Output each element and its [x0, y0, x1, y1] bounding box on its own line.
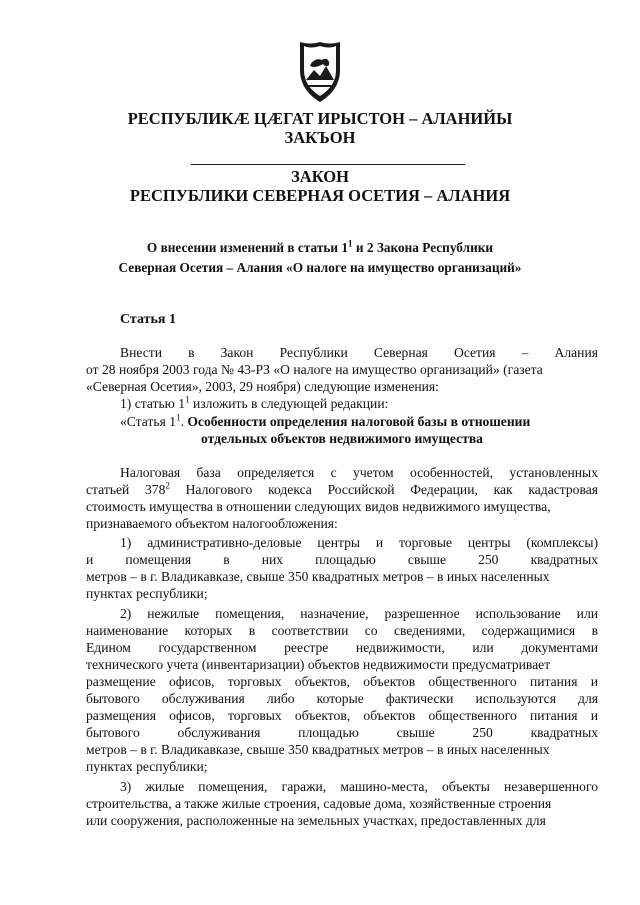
body-line: 2) нежилые помещения, назначение, разрешенное использование или: [120, 606, 598, 621]
law-word-russian: ЗАКОН: [291, 167, 349, 186]
law-word-ossetian: ЗАКЪОН: [284, 128, 356, 147]
republic-name-ossetian: РЕСПУБЛИКÆ ЦÆГАТ ИРЫСТОН – АЛАНИЙЫ: [127, 109, 513, 128]
item-1-line: [120, 396, 598, 412]
body-text: изложить в следующей редакции:: [189, 396, 389, 411]
body-line: признаваемого объектом налогообложения:: [86, 516, 338, 531]
body-line: и помещения в них площадью свыше 250 квадратных: [86, 552, 598, 567]
quoted-article-title-line2: отдельных объектов недвижимого имущества: [201, 431, 483, 446]
subject-sup: 1: [348, 238, 353, 249]
header-divider: [191, 164, 465, 165]
body-line: 1) административно-деловые центры и торговые центры (комплексы): [120, 535, 598, 550]
body-line: Налоговая база определяется с учетом особенностей, установленных: [120, 465, 598, 480]
subject-text: О внесении изменений в статьи 1: [146, 240, 349, 255]
body-line: 3) жилые помещения, гаражи, машино-места, объекты незавершенного: [120, 779, 598, 794]
body-sup: 1: [185, 394, 190, 405]
body-line: наименование которых в соответствии со сведениями, содержащимися в: [86, 623, 598, 638]
body-line: стоимость имущества в отношении следующих видов недвижимого имущества,: [86, 499, 551, 514]
law-subject-line2: Северная Осетия – Алания «О налоге на имущество организаций»: [118, 260, 522, 275]
body-line: бытового обслуживания либо которые фактически используются для: [86, 691, 598, 706]
body-line: строительства, а также жилые строения, садовые дома, хозяйственные строения: [86, 796, 552, 811]
body-text: статьей 378: [86, 482, 166, 497]
body-text: .: [180, 414, 188, 429]
body-line: Внести в Закон Республики Северная Осетия – Алания: [120, 345, 598, 360]
body-line: размещения офисов, торговых объектов, объектов общественного питания и: [86, 708, 598, 723]
body-text-bold: Особенности определения налоговой базы в отношении: [187, 414, 531, 429]
subject-text: и 2 Закона Республики: [352, 240, 494, 255]
body-line: от 28 ноября 2003 года № 43-РЗ «О налоге на имущество организаций» (газета: [86, 362, 543, 377]
body-line: технического учета (инвентаризации) объектов недвижимости предусматривает: [86, 657, 551, 672]
body-line: пунктах республики;: [86, 759, 208, 774]
body-text: 1) статью 1: [120, 396, 186, 411]
body-text: «Статья 1: [120, 414, 177, 429]
body-line: [86, 482, 598, 498]
body-line: бытового обслуживания площадью свыше 250 квадратных: [86, 725, 598, 740]
body-sup: 2: [165, 480, 170, 491]
republic-name-russian: РЕСПУБЛИКИ СЕВЕРНАЯ ОСЕТИЯ – АЛАНИЯ: [129, 186, 511, 205]
article-1-heading: Статья 1: [120, 312, 176, 327]
body-line: метров – в г. Владикавказе, свыше 350 квадратных метров – в иных населенных: [86, 742, 550, 757]
law-subject-line1: [0, 240, 640, 256]
body-line: размещение офисов, торговых объектов, объектов общественного питания и: [86, 674, 598, 689]
body-line: метров – в г. Владикавказе, свыше 350 квадратных метров – в иных населенных: [86, 569, 550, 584]
body-text: Налогового кодекса Российской Федерации, как кадастровая: [169, 482, 598, 497]
body-sup: 1: [176, 412, 181, 423]
coat-of-arms-icon: [296, 40, 344, 104]
body-line: пунктах республики;: [86, 586, 208, 601]
body-line: Едином государственном реестре недвижимости, или документами: [86, 640, 598, 655]
body-line: или сооружения, расположенные на земельных участках, предоставленных для: [86, 813, 546, 828]
quoted-article-title: [120, 414, 598, 430]
body-line: «Северная Осетия», 2003, 29 ноября) следующие изменения:: [86, 379, 439, 394]
